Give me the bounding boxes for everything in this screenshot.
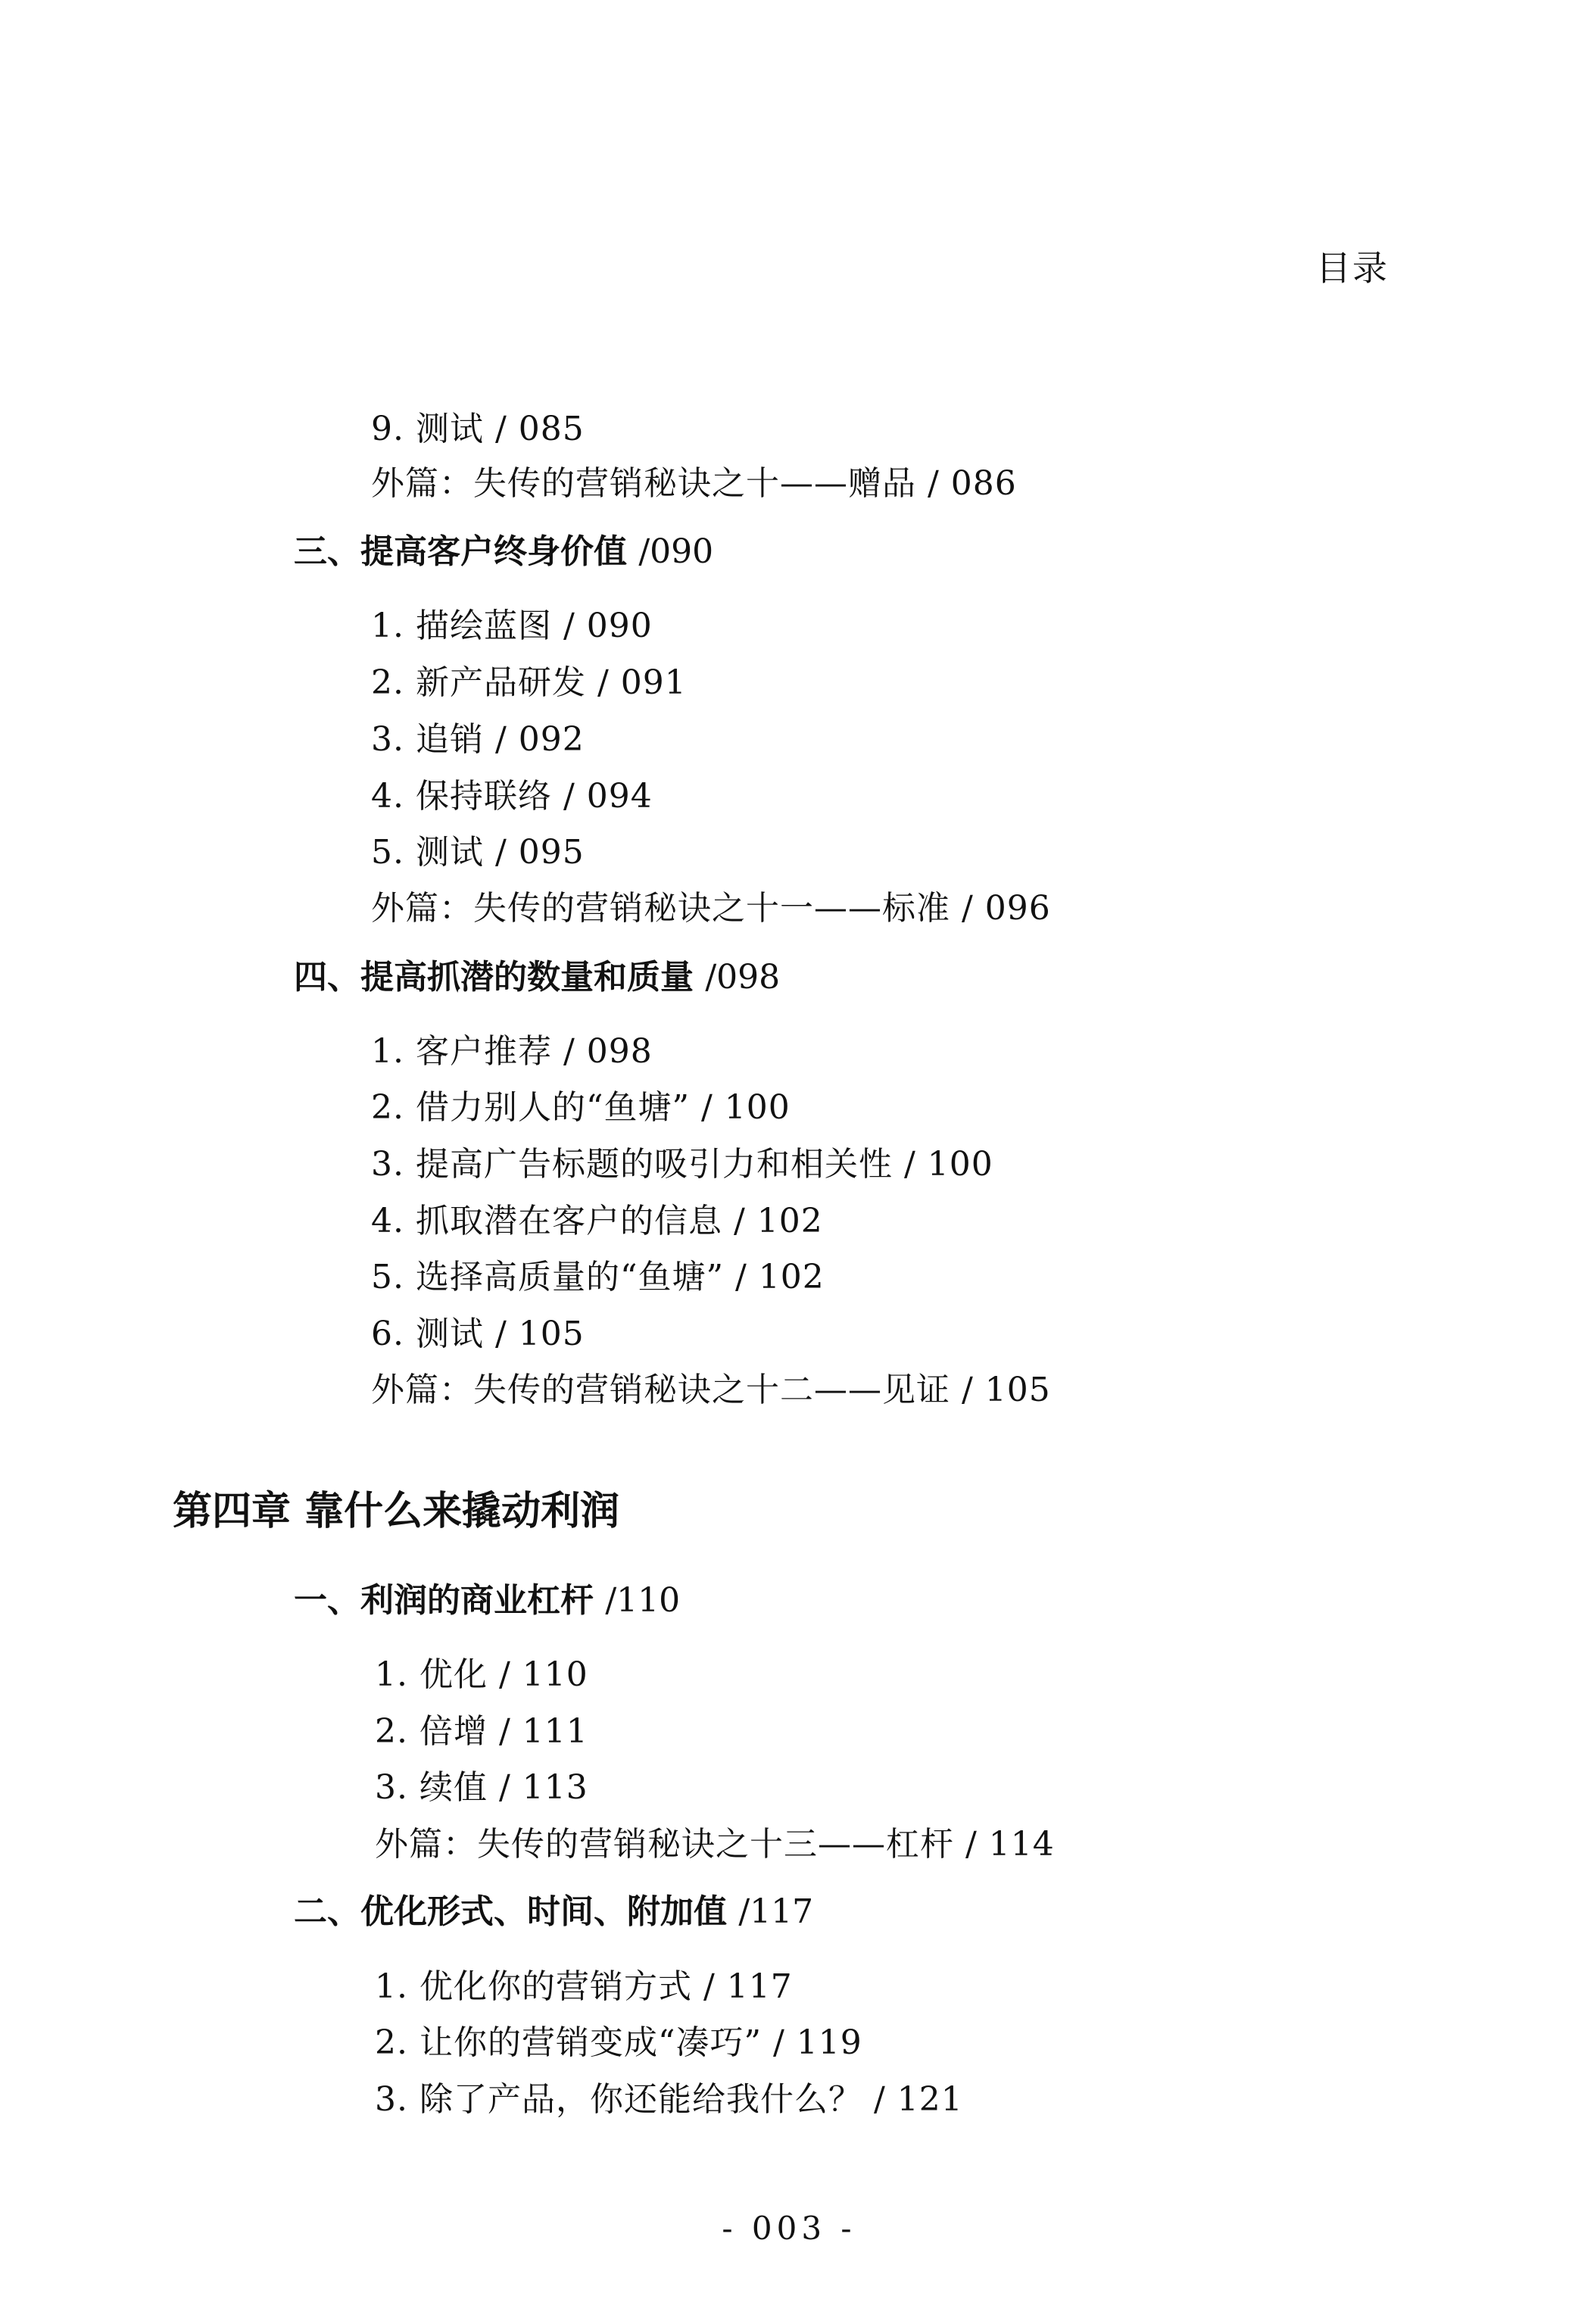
toc-item: 1. 描绘蓝图 / 090 — [371, 607, 653, 645]
toc-item: 4. 保持联络 / 094 — [371, 777, 653, 816]
toc-item: 2. 借力别人的“鱼塘” / 100 — [371, 1088, 791, 1127]
running-header: 目录 — [1316, 248, 1389, 289]
toc-item: 4. 抓取潜在客户的信息 / 102 — [371, 1202, 823, 1240]
toc-item: 1. 优化 / 110 — [375, 1655, 588, 1694]
chapter-heading: 第四章 靠什么来撬动利润 — [173, 1489, 620, 1534]
section-title: 一、利润的商业杠杆 — [294, 1581, 594, 1620]
toc-item-supplement: 外篇：失传的营销秘诀之十三——杠杆 / 114 — [375, 1825, 1055, 1864]
toc-item: 2. 让你的营销变成“凑巧” / 119 — [375, 2023, 862, 2062]
toc-section-heading — [294, 1892, 814, 1931]
section-title: 三、提高客户终身价值 — [294, 532, 627, 571]
toc-section-heading — [294, 958, 781, 997]
toc-item-supplement: 外篇：失传的营销秘诀之十一——标准 / 096 — [371, 889, 1051, 928]
toc-item: 1. 客户推荐 / 098 — [371, 1032, 653, 1071]
page-number: - 003 - — [722, 2210, 856, 2247]
toc-item: 9. 测试 / 085 — [371, 410, 585, 448]
toc-item: 3. 续值 / 113 — [375, 1768, 588, 1807]
toc-item-supplement: 外篇：失传的营销秘诀之十——赠品 / 086 — [371, 464, 1017, 503]
toc-item: 3. 追销 / 092 — [371, 720, 585, 759]
section-page-ref: /117 — [738, 1892, 814, 1931]
toc-item: 2. 新产品研发 / 091 — [371, 663, 687, 702]
toc-section-heading — [294, 532, 714, 571]
toc-item: 3. 除了产品，你还能给我什么？ / 121 — [375, 2080, 963, 2119]
section-title: 二、优化形式、时间、附加值 — [294, 1892, 727, 1931]
toc-item: 2. 倍增 / 111 — [375, 1712, 588, 1751]
toc-item: 5. 测试 / 095 — [371, 833, 585, 872]
section-page-ref: /098 — [705, 958, 781, 997]
section-title: 四、提高抓潜的数量和质量 — [294, 958, 694, 997]
section-page-ref: /090 — [638, 532, 714, 571]
toc-item: 1. 优化你的营销方式 / 117 — [375, 1967, 793, 2006]
section-page-ref: /110 — [605, 1581, 681, 1620]
toc-item: 3. 提高广告标题的吸引力和相关性 / 100 — [371, 1145, 993, 1184]
toc-item: 5. 选择高质量的“鱼塘” / 102 — [371, 1258, 825, 1296]
toc-item: 6. 测试 / 105 — [371, 1315, 585, 1353]
toc-item-supplement: 外篇：失传的营销秘诀之十二——见证 / 105 — [371, 1371, 1051, 1409]
toc-section-heading — [294, 1581, 681, 1620]
